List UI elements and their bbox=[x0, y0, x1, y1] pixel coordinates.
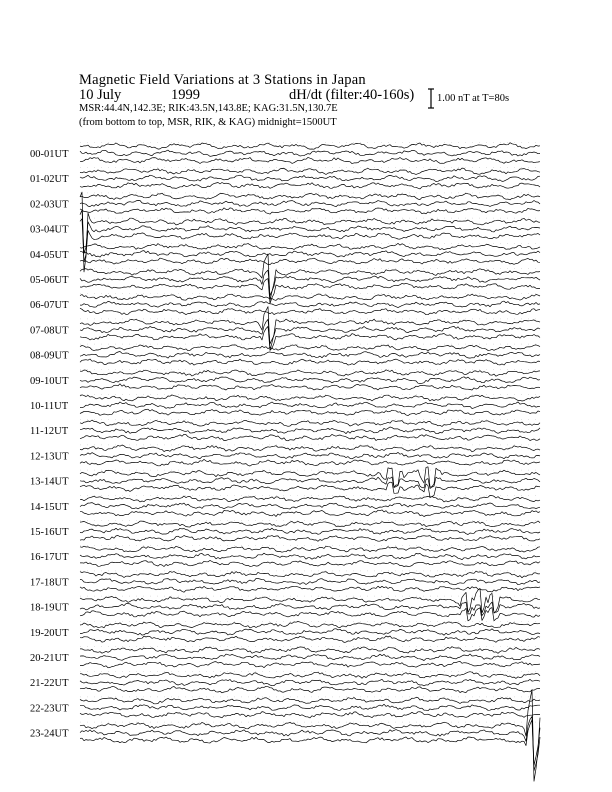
trace-kag bbox=[80, 636, 540, 642]
trace-msr bbox=[80, 445, 540, 452]
trace-rik bbox=[80, 251, 540, 258]
trace-rik bbox=[80, 319, 540, 343]
stations-line: MSR:44.4N,142.3E; RIK:43.5N,143.8E; KAG:31.5N,130.7E bbox=[79, 103, 338, 114]
hour-label: 04-05UT bbox=[30, 249, 69, 261]
trace-msr bbox=[80, 243, 540, 249]
chart-title: Magnetic Field Variations at 3 Stations in Japan bbox=[79, 72, 366, 88]
hour-label: 09-10UT bbox=[30, 375, 69, 387]
trace-msr bbox=[80, 571, 540, 578]
trace-rik bbox=[80, 553, 540, 560]
trace-kag bbox=[80, 409, 540, 415]
trace-msr bbox=[80, 647, 540, 654]
trace-rik bbox=[80, 210, 540, 253]
trace-kag bbox=[80, 434, 540, 441]
trace-kag bbox=[80, 720, 540, 771]
trace-kag bbox=[80, 258, 540, 265]
trace-msr bbox=[80, 294, 540, 300]
trace-kag bbox=[80, 208, 540, 214]
trace-msr bbox=[80, 168, 540, 174]
trace-rik bbox=[80, 200, 540, 206]
trace-rik bbox=[80, 452, 540, 458]
hour-label: 13-14UT bbox=[30, 476, 69, 488]
hour-label: 05-06UT bbox=[30, 275, 69, 286]
hour-label: 14-15UT bbox=[30, 501, 69, 513]
trace-kag bbox=[80, 384, 540, 390]
trace-kag bbox=[80, 279, 540, 304]
quantity-label: dH/dt (filter:40-160s) bbox=[289, 87, 415, 103]
trace-rik bbox=[80, 528, 540, 534]
trace-msr bbox=[80, 495, 540, 502]
hour-label: 23-24UT bbox=[30, 728, 69, 740]
trace-rik bbox=[80, 579, 540, 585]
hour-label: 12-13UT bbox=[30, 451, 69, 463]
scale-bar-label: 1.00 nT at T=80s bbox=[437, 93, 510, 104]
trace-rik bbox=[80, 377, 540, 384]
trace-kag bbox=[80, 308, 540, 315]
trace-kag bbox=[80, 686, 540, 693]
trace-msr bbox=[80, 307, 540, 351]
date-day: 10 July bbox=[79, 87, 122, 103]
order-note: (from bottom to top, MSR, RIK, & KAG) midnight=1500UT bbox=[79, 117, 337, 128]
trace-rik bbox=[80, 629, 540, 636]
trace-rik bbox=[80, 150, 540, 156]
hour-label: 03-04UT bbox=[30, 224, 69, 236]
date-year: 1999 bbox=[171, 87, 200, 103]
hour-label: 20-21UT bbox=[30, 653, 69, 664]
trace-msr bbox=[80, 690, 540, 781]
trace-msr bbox=[80, 467, 540, 487]
hour-label: 16-17UT bbox=[30, 552, 69, 564]
scale-bar bbox=[428, 89, 434, 108]
hour-label: 00-01UT bbox=[30, 149, 69, 160]
hour-label: 02-03UT bbox=[30, 199, 69, 211]
trace-kag bbox=[80, 183, 540, 189]
trace-msr bbox=[80, 193, 540, 200]
trace-rik bbox=[80, 654, 540, 661]
hour-label: 15-16UT bbox=[30, 527, 69, 538]
hour-label: 22-23UT bbox=[30, 703, 69, 715]
hour-label: 21-22UT bbox=[30, 678, 69, 690]
trace-rik bbox=[80, 716, 540, 765]
hour-label: 01-02UT bbox=[30, 174, 69, 186]
trace-msr bbox=[80, 672, 540, 679]
hour-label: 17-18UT bbox=[30, 577, 69, 589]
trace-msr bbox=[80, 395, 540, 401]
trace-rik bbox=[80, 352, 540, 359]
hour-label: 06-07UT bbox=[30, 300, 69, 312]
hour-label: 19-20UT bbox=[30, 627, 69, 639]
hour-label: 10-11UT bbox=[30, 401, 69, 412]
trace-rik bbox=[80, 427, 540, 434]
trace-rik bbox=[80, 704, 540, 711]
trace-kag bbox=[80, 712, 540, 718]
trace-msr bbox=[80, 546, 540, 552]
trace-kag bbox=[80, 359, 540, 365]
trace-msr bbox=[80, 698, 540, 704]
hour-label: 11-12UT bbox=[30, 426, 69, 438]
trace-rik bbox=[80, 270, 540, 295]
trace-rik bbox=[80, 175, 540, 181]
trace-rik bbox=[80, 503, 540, 509]
trace-kag bbox=[80, 661, 540, 667]
hour-label: 18-19UT bbox=[30, 602, 69, 614]
trace-kag bbox=[80, 157, 540, 163]
hour-label: 08-09UT bbox=[30, 350, 69, 362]
trace-rik bbox=[80, 402, 540, 409]
trace-msr bbox=[80, 420, 540, 426]
trace-rik bbox=[80, 679, 540, 686]
trace-msr bbox=[80, 143, 540, 150]
hour-label: 07-08UT bbox=[30, 325, 69, 337]
trace-kag bbox=[80, 536, 540, 542]
trace-rik bbox=[80, 301, 540, 308]
trace-msr bbox=[80, 370, 540, 376]
trace-kag bbox=[80, 219, 540, 262]
trace-msr bbox=[80, 588, 540, 613]
trace-kag bbox=[80, 510, 540, 517]
trace-msr bbox=[80, 521, 540, 527]
trace-kag bbox=[80, 560, 540, 566]
trace-kag bbox=[80, 586, 540, 592]
trace-kag bbox=[80, 482, 540, 497]
trace-msr bbox=[80, 345, 540, 351]
trace-msr bbox=[80, 622, 540, 628]
trace-kag bbox=[80, 459, 540, 466]
